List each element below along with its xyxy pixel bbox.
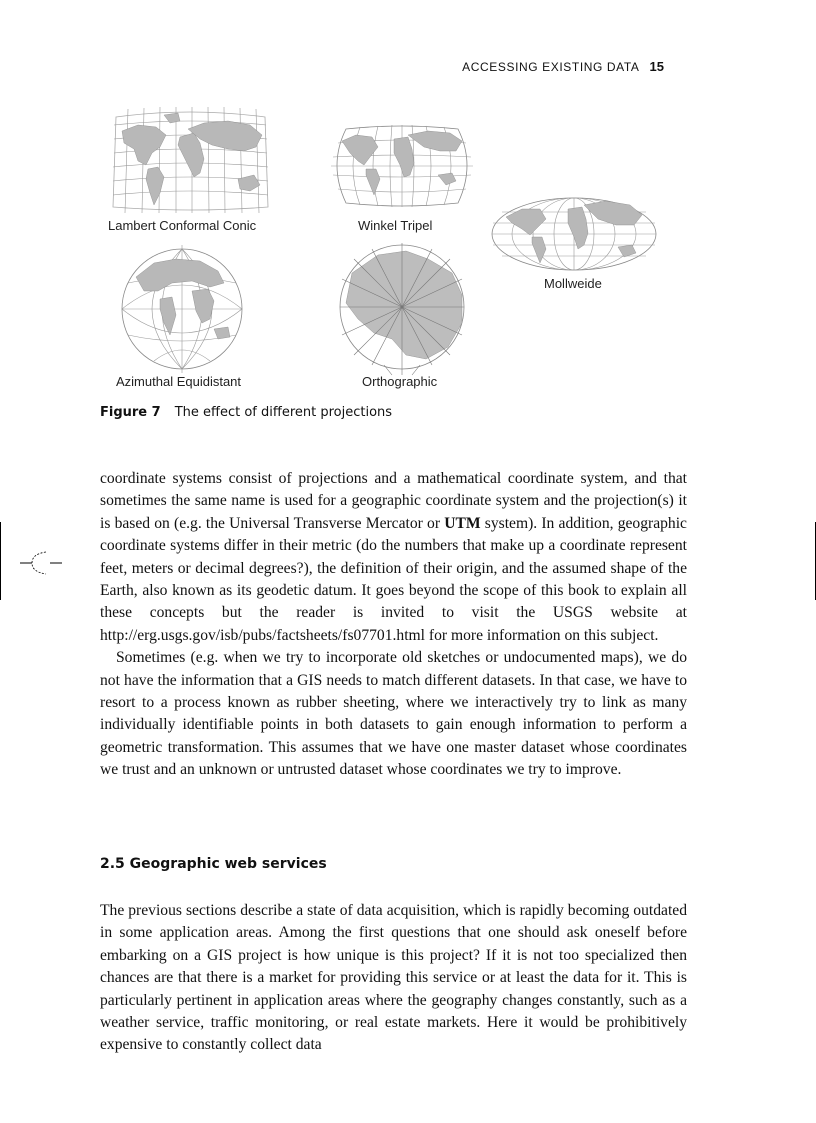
figure-caption-text: The effect of different projections bbox=[174, 405, 393, 420]
paragraph-2: Sometimes (e.g. when we try to incorporate old sketches or undocumented maps), we do not have the information that a GIS needs to match different datasets. In that case, we have to resort to a process known as rubber sheeting, where we interactively try to link as many individually identifiable points in both datasets to gain enough information to perform a geometric transformation. This assumes that we have one master dataset whose coordinates we trust and an unknown or untrusted dataset whose coordinates we try to improve. bbox=[100, 649, 687, 779]
lambert-conformal-conic-map bbox=[108, 103, 273, 215]
running-header bbox=[462, 59, 664, 74]
lambert-conformal-conic-label: Lambert Conformal Conic bbox=[108, 218, 257, 233]
orthographic-label: Orthographic bbox=[362, 374, 438, 389]
paragraph-1-text-a: coordinate systems consist of projections and a mathematical coordinate system, and that sometimes the same name is used for a geographic coordinate system and the projection(s) it is based on (e.g. the Universal Transverse Mercator or bbox=[100, 470, 687, 532]
orthographic-map bbox=[332, 243, 472, 377]
figure-caption bbox=[100, 405, 392, 420]
mollweide-label: Mollweide bbox=[544, 276, 602, 291]
azimuthal-equidistant-label: Azimuthal Equidistant bbox=[116, 374, 242, 389]
paragraph-1-text-b: system). In addition, geographic coordinate systems differ in their metric (do the numbers that make up a coordinate represent feet, meters or decimal degrees?), the definition of their origin, and the assumed shape of the Earth, also known as its geodetic datum. It goes beyond the scope of this book to explain all these concepts but the reader is invited to visit the USGS website at http://erg.usgs.gov/isb/pubs/factsheets/fs07701.html for more information on this subject. bbox=[100, 514, 687, 644]
figure-number: Figure 7 bbox=[100, 405, 161, 420]
projection-figure bbox=[100, 95, 700, 425]
section-heading: 2.5 Geographic web services bbox=[100, 856, 327, 872]
paragraph-3: The previous sections describe a state of data acquisition, which is rapidly becoming outdated in some application areas. Among the first questions that one should ask oneself before embarking on a GIS project is how unique is this project? If it is not too specialized then chances are that there is a market for providing this service or at least the data for it. This is particularly pertinent in application areas where the geography changes constantly, such as a weather service, traffic monitoring, or real estate markets. Here it would be prohibitively expensive to constantly collect data bbox=[100, 902, 687, 1054]
utm-acronym: UTM bbox=[444, 514, 481, 532]
azimuthal-equidistant-map bbox=[114, 243, 250, 373]
winkel-tripel-label: Winkel Tripel bbox=[358, 218, 433, 233]
registration-mark-icon bbox=[18, 548, 64, 583]
body-text-lower bbox=[100, 900, 687, 1057]
paragraph-1 bbox=[100, 468, 687, 647]
page-number: 15 bbox=[649, 59, 664, 74]
running-title: ACCESSING EXISTING DATA bbox=[462, 60, 640, 74]
body-text-upper bbox=[100, 468, 687, 782]
left-trim-mark bbox=[0, 522, 1, 600]
mollweide-map bbox=[488, 195, 660, 273]
winkel-tripel-map bbox=[328, 125, 476, 207]
